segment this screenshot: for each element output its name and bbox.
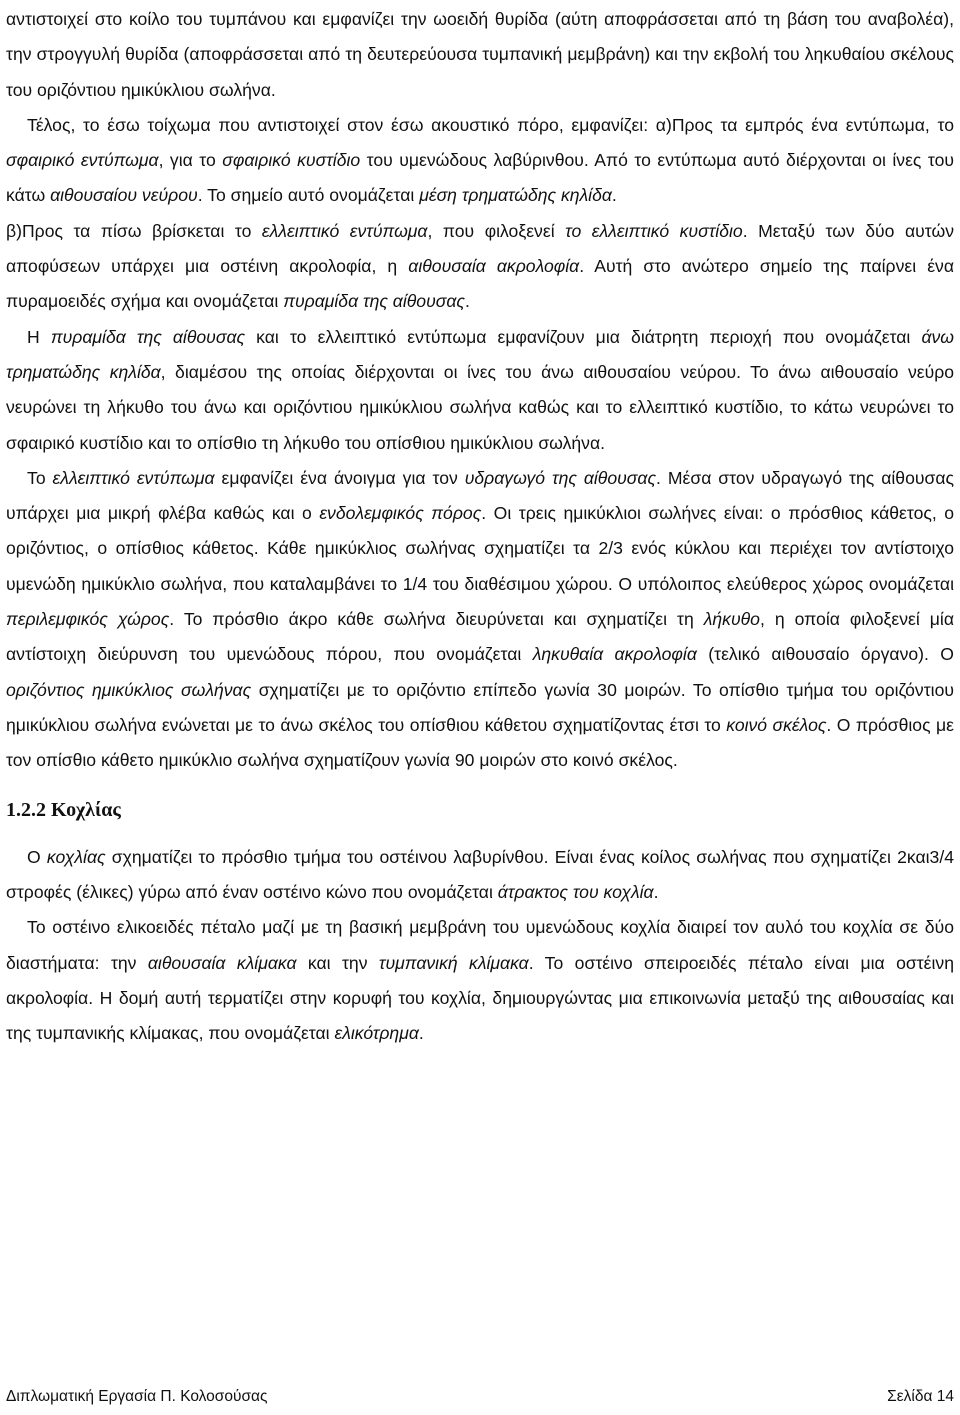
italic-term: τυμπανική κλίμακα	[378, 952, 529, 973]
paragraph	[6, 461, 954, 779]
text-run: , για το	[158, 150, 223, 171]
italic-term: άνω τρηματώδης κηλίδα	[6, 326, 954, 382]
paragraph	[6, 214, 954, 320]
italic-term: ληκυθαία ακρολοφία	[532, 644, 697, 665]
text-run: και το ελλειπτικό εντύπωμα εμφανίζουν μια διάτρητη περιοχή που ονομάζεται	[245, 326, 922, 347]
text-run: σχηματίζει το πρόσθιο τμήμα του οστέινου λαβυρίνθου. Είναι ένας κοίλος σωλήνας που σχηματίζει 2και3/4 στροφές (έλικες) γύρω από έναν οστέινο κώνο που ονομάζεται	[6, 846, 954, 903]
paragraph	[6, 2, 954, 108]
page-footer	[6, 1386, 954, 1408]
italic-term: λήκυθο	[703, 609, 760, 630]
italic-term: σφαιρικό κυστίδιο	[222, 150, 361, 171]
text-run: . Αυτή στο ανώτερο σημείο της παίρνει ένα πυραμοειδές σχήμα και ονομάζεται	[6, 256, 955, 312]
paragraph	[6, 320, 954, 461]
italic-term: πυραμίδα της αίθουσας	[283, 291, 465, 312]
italic-term: κοινό σκέλος	[726, 714, 827, 735]
italic-term: περιλεμφικός χώρος	[6, 609, 170, 630]
text-run: . Το σημείο αυτό ονομάζεται	[197, 185, 420, 206]
text-run: β)Προς τα πίσω βρίσκεται το	[6, 220, 262, 241]
footer-divider	[6, 1378, 954, 1379]
italic-term: σφαιρικό εντύπωμα	[6, 150, 159, 171]
italic-term: το ελλειπτικό κυστίδιο	[565, 220, 743, 241]
italic-term: αιθουσαία ακρολοφία	[408, 256, 580, 277]
text-run: . Μεταξύ των δύο αυτών αποφύσεων υπάρχει μια οστέινη ακρολοφία, η	[6, 220, 955, 277]
text-run: Ο	[27, 846, 47, 867]
footer-title: Διπλωματική Εργασία Π. Κολοσούσας	[6, 1388, 268, 1405]
italic-term: αιθουσαία κλίμακα	[147, 952, 297, 973]
text-run: .	[418, 1023, 424, 1044]
italic-term: κοχλίας	[46, 846, 106, 867]
text-run: , που φιλοξενεί	[427, 220, 566, 241]
text-run: , διαμέσου της οποίας διέρχονται οι ίνες του άνω αιθουσαίου νεύρου. Το άνω αιθουσαίο νεύρο νευρώνει τη λήκυθο του άνω και οριζόντιου ημικύκλιου σωλήνα καθώς και το ελλειπτικό κυστίδιο, το κάτω νευρώνει το σφαιρικό κυστίδιο και το οπίσθιο τη λήκυθο του οπίσθιου ημικύκλιου σωλήνα.	[6, 361, 954, 453]
text-run: . Το οστέινο σπειροειδές πέταλο είναι μια οστέινη ακρολοφία. Η δομή αυτή τερματίζει στην κορυφή του κοχλία, δημιουργώντας μια επικοινωνία μεταξύ της αιθουσαίας και της τυμπανικής κλίμακας, που ονομάζεται	[6, 952, 955, 1044]
italic-term: μέση τρηματώδης κηλίδα	[419, 185, 612, 206]
italic-term: ελικότρημα	[334, 1023, 419, 1044]
text-run: αντιστοιχεί στο κοίλο του τυμπάνου και εμφανίζει την ωοειδή θυρίδα (αύτη αποφράσσεται από τη βάση του αναβολέα), την στρογγυλή θυρίδα (αποφράσσεται από τη δευτερεύουσα τυμπανική μεμβράνη) και την εκβολή του ληκυθαίου σκέλους του οριζόντιου ημικύκλιου σωλήνα.	[6, 9, 954, 100]
text-run: Η	[27, 326, 51, 347]
text-run: (τελικό αιθουσαίο όργανο). Ο	[696, 644, 954, 665]
italic-term: υδραγωγό της αίθουσας	[464, 467, 656, 488]
italic-term: άτρακτος του κοχλία	[497, 882, 654, 903]
text-run: Το	[27, 467, 53, 488]
text-run: . Ο πρόσθιος με τον οπίσθιο κάθετο ημικύκλιο σωλήνα σχηματίζουν γωνία 90 μοιρών στο κοινό σκέλος.	[6, 714, 954, 771]
text-run: και την	[296, 952, 379, 973]
section-heading: 1.2.2 Κοχλίας	[6, 798, 121, 821]
text-run: .	[611, 185, 617, 206]
text-run: .	[464, 291, 470, 312]
text-run: , η οποία φιλοξενεί μία αντίστοιχη διεύρυνση του υμενώδους πόρου, που ονομάζεται	[6, 609, 954, 665]
text-run: .	[653, 882, 659, 903]
paragraph	[6, 840, 954, 911]
text-run: Τέλος, το έσω τοίχωμα που αντιστοιχεί στον έσω ακουστικό πόρο, εμφανίζει: α)Προς τα εμπρός ένα εντύπωμα, το	[27, 114, 954, 135]
text-run: εμφανίζει ένα άνοιγμα για τον	[214, 467, 465, 488]
italic-term: ενδολεμφικός πόρος	[319, 503, 482, 524]
text-run: . Οι τρεις ημικύκλιοι σωλήνες είναι: ο πρόσθιος κάθετος, ο οριζόντιος, ο οπίσθιος κάθετος. Κάθε ημικύκλιος σωλήνας σχηματίζει τα 2/3 ενός κύκλου και περιέχει τον αντίστοιχο υμενώδη ημικύκλιο σωλήνα, που καταλαμβάνει το 1/4 του διαθέσιμου χώρου. Ο υπόλοιπος ελεύθερος χώρος ονομάζεται	[6, 503, 955, 594]
paragraph	[6, 910, 954, 1051]
document-body	[6, 2, 954, 1052]
italic-term: ελλειπτικό εντύπωμα	[261, 220, 428, 241]
text-run: Το οστέινο ελικοειδές πέταλο μαζί με τη βασική μεμβράνη του υμενώδους κοχλία διαιρεί τον αυλό του κοχλία σε δύο διαστήματα: την	[6, 917, 954, 973]
text-run: του υμενώδους λαβύρινθου. Από το εντύπωμα αυτό διέρχονται οι ίνες του κάτω	[6, 150, 954, 206]
italic-term: ελλειπτικό εντύπωμα	[52, 467, 215, 488]
text-run: . Μέσα στον υδραγωγό της αίθουσας υπάρχει μια μικρή φλέβα καθώς και ο	[6, 467, 954, 524]
paragraph	[6, 108, 954, 214]
italic-term: αιθουσαίου νεύρου	[50, 185, 198, 206]
text-run: σχηματίζει με το οριζόντιο επίπεδο γωνία 30 μοιρών. Το οπίσθιο τμήμα του οριζόντιου ημικύκλιου σωλήνα ενώνεται με το άνω σκέλος του οπίσθιου κάθετου σχηματίζοντας έτσι το	[6, 679, 954, 735]
text-run: . Το πρόσθιο άκρο κάθε σωλήνα διευρύνεται και σχηματίζει τη	[169, 609, 704, 630]
page-number: Σελίδα 14	[887, 1388, 954, 1405]
italic-term: οριζόντιος ημικύκλιος σωλήνας	[6, 679, 252, 700]
italic-term: πυραμίδα της αίθουσας	[50, 326, 246, 347]
